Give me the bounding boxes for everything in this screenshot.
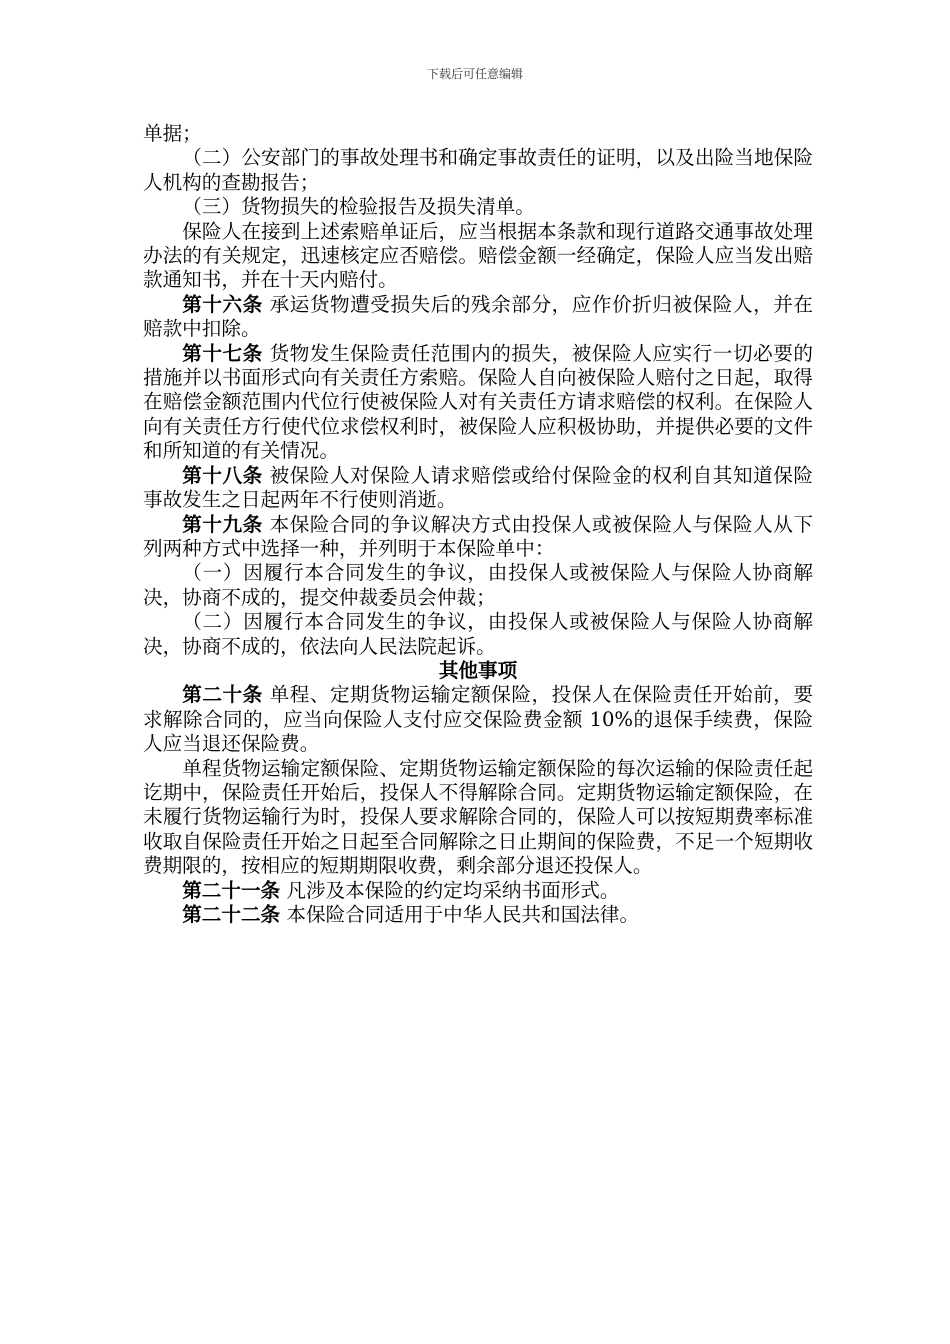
paragraph (143, 220, 813, 293)
article-21 (143, 879, 813, 903)
article-label: 第二十条 (182, 683, 263, 707)
paragraph (143, 122, 813, 146)
paragraph-text: 被保险人对保险人请求赔偿或给付保险金的权利自其知道保险事故发生之日起两年不行使则消逝。 (143, 463, 813, 512)
article-label: 第二十二条 (182, 903, 281, 926)
paragraph (143, 757, 813, 879)
paragraph (143, 561, 813, 610)
paragraph-text: 凡涉及本保险的约定均采纳书面形式。 (280, 878, 620, 902)
article-17 (143, 342, 813, 464)
paragraph-text: 保险人在接到上述索赔单证后，应当根据本条款和现行道路交通事故处理办法的有关规定，迅速核定应否赔偿。赔偿金额一经确定，保险人应当发出赔款通知书，并在十天内赔付。 (143, 219, 813, 292)
paragraph-text: （一）因履行本合同发生的争议，由投保人或被保险人与保险人协商解决，协商不成的，提交仲裁委员会仲裁； (143, 561, 813, 609)
paragraph-text: 单程、定期货物运输定额保险，投保人在保险责任开始前，要求解除合同的，应当向保险人支付应交保险费金额 10%的退保手续费，保险人应当退还保险费。 (143, 683, 813, 756)
paragraph-text: 单程货物运输定额保险、定期货物运输定额保险的每次运输的保险责任起讫期中，保险责任开始后，投保人不得解除合同。定期货物运输定额保险，在未履行货物运输行为时，投保人要求解除合同的，保险人可以按短期费率标准收取自保险责任开始之日起至合同解除之日止期间的保险费，不足一个短期收费期限的，按相应的短期期限收费，剩余部分退还投保人。 (143, 756, 813, 878)
paragraph-text: 本保险合同适用于中华人民共和国法律。 (280, 903, 640, 926)
paragraph (143, 610, 813, 659)
paragraph-text: （三）货物损失的检验报告及损失清单。 (182, 195, 535, 219)
document-body (143, 122, 813, 927)
paragraph-text: 承运货物遭受损失后的残余部分，应作价折归被保险人，并在赔款中扣除。 (143, 292, 813, 341)
article-22 (143, 903, 813, 927)
paragraph-text: 本保险合同的争议解决方式由投保人或被保险人与保险人从下列两种方式中选择一种，并列明于本保险单中： (143, 512, 813, 560)
article-label: 第十七条 (182, 341, 263, 365)
article-16 (143, 293, 813, 342)
article-label: 第十九条 (182, 512, 263, 536)
paragraph-text: （二）公安部门的事故处理书和确定事故责任的证明，以及出险当地保险人机构的查勘报告； (143, 146, 813, 194)
article-label: 第十六条 (182, 292, 263, 316)
paragraph-text: （二）因履行本合同发生的争议，由投保人或被保险人与保险人协商解决，协商不成的，依法向人民法院起诉。 (143, 610, 813, 658)
section-heading: 其他事项 (438, 658, 518, 682)
paragraph-text: 货物发生保险责任范围内的损失，被保险人应实行一切必要的措施并以书面形式向有关责任方索赔。保险人自向被保险人赔付之日起，取得在赔偿金额范围内代位行使被保险人对有关责任方请求赔偿的权利。在保险人向有关责任方行使代位求偿权利时，被保险人应积极协助，并提供必要的文件和所知道的有关情况。 (143, 341, 813, 463)
page-header-note: 下载后可任意编辑 (426, 67, 523, 81)
paragraph (143, 195, 813, 219)
article-18 (143, 464, 813, 513)
paragraph (143, 146, 813, 195)
article-label: 第十八条 (182, 463, 263, 487)
article-20 (143, 683, 813, 756)
article-19 (143, 513, 813, 562)
paragraph-text: 单据； (143, 122, 202, 145)
article-label: 第二十一条 (182, 878, 281, 902)
